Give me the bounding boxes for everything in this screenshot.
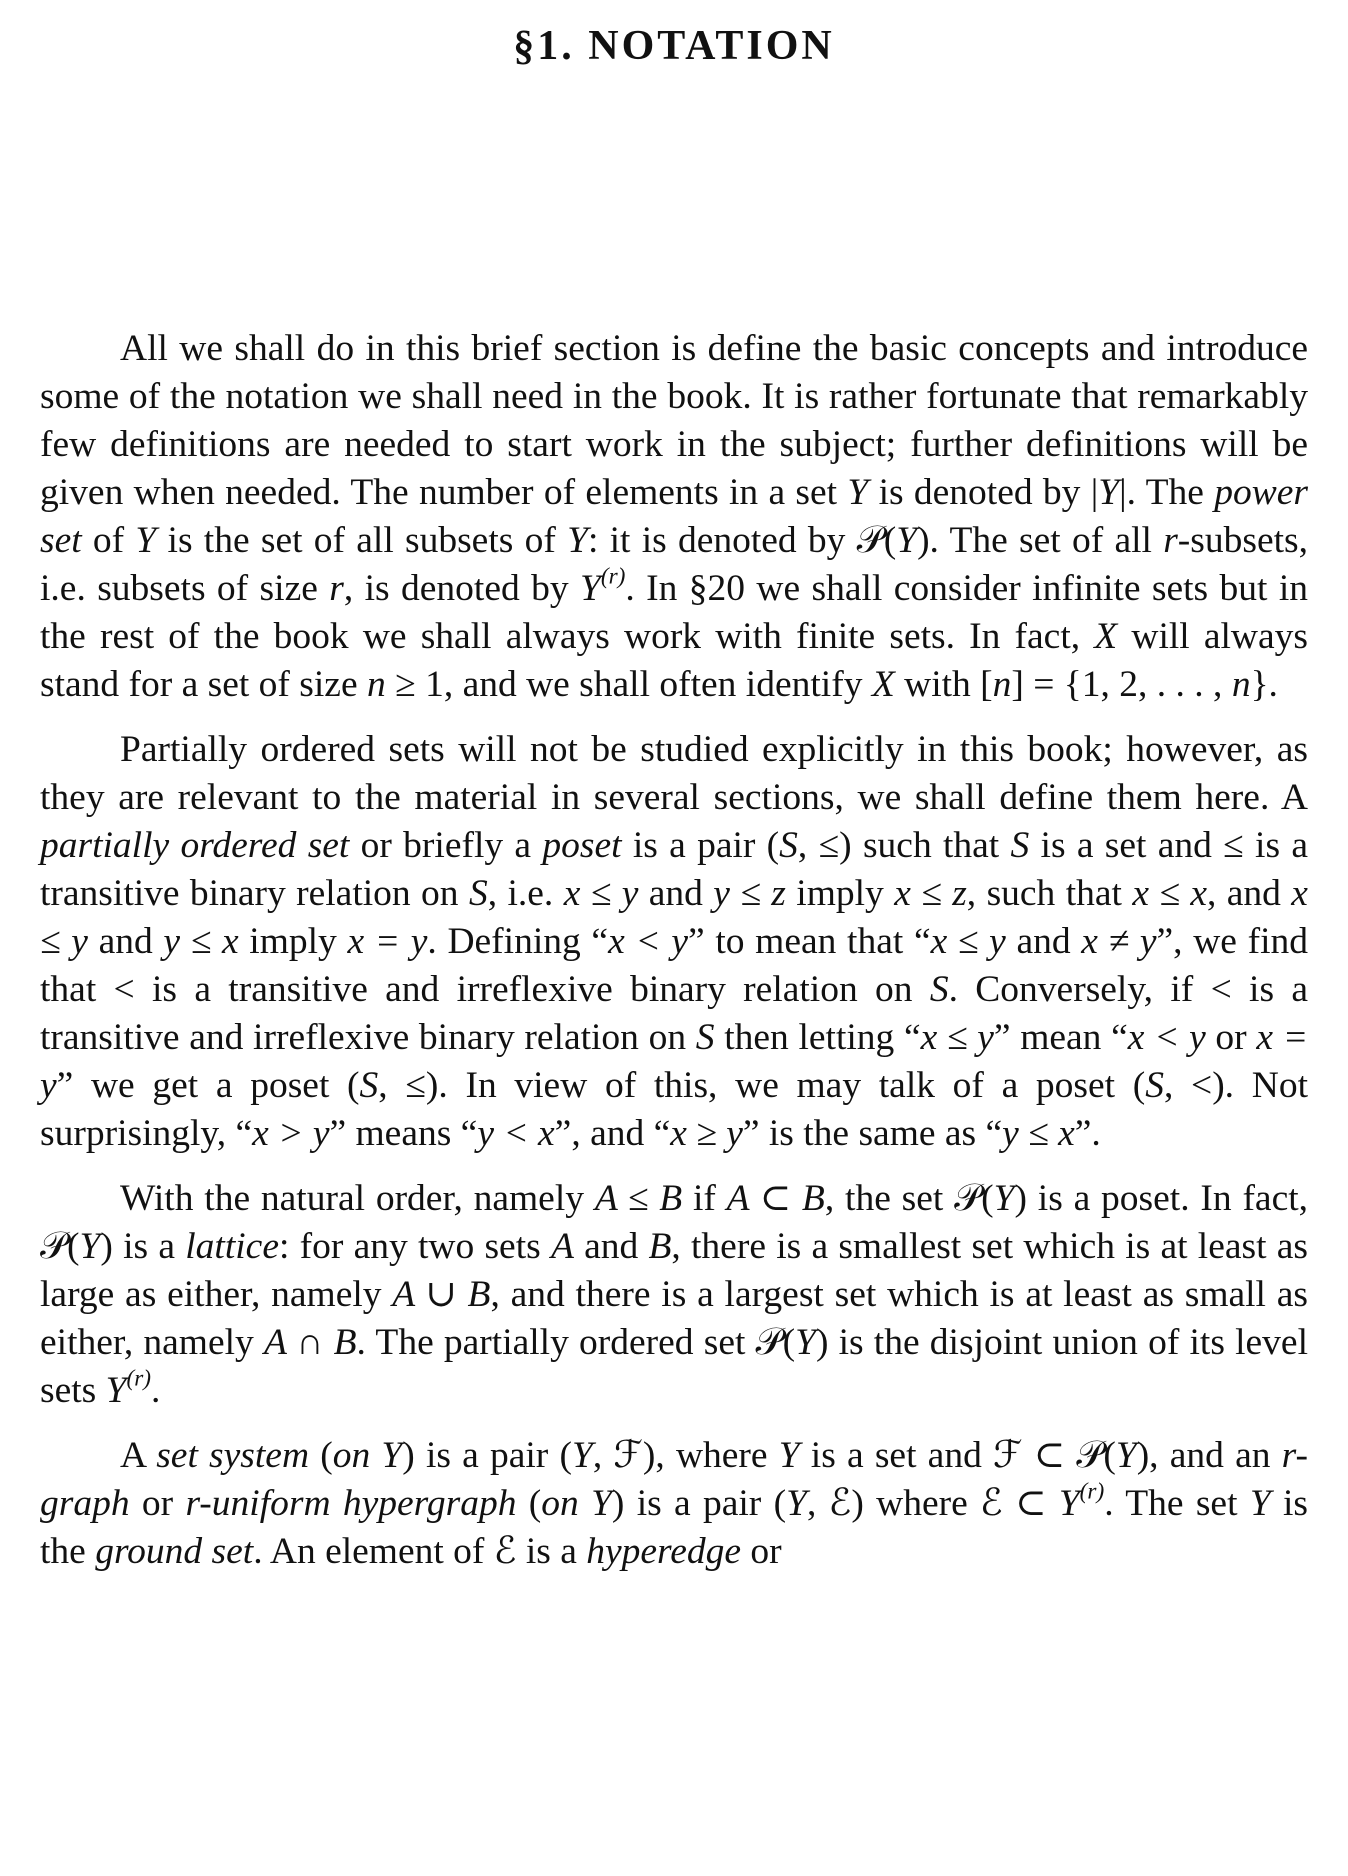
math-var: Y	[795, 1322, 816, 1363]
text-run: , there is a smallest set which is at least as large as either, namely	[40, 1226, 1308, 1315]
math-expr: y ≤ x	[1002, 1113, 1075, 1154]
defined-term: on	[332, 1435, 371, 1476]
math-expr: x ≥ y	[670, 1113, 743, 1154]
math-expr: x < y	[1127, 1017, 1206, 1058]
text-run: . The partially ordered set 𝒫(	[356, 1322, 796, 1363]
text-run: is a pair (	[621, 825, 780, 866]
text-run: if	[682, 1178, 727, 1219]
math-var: B	[648, 1226, 672, 1267]
text-run: ), and an	[1136, 1435, 1282, 1476]
text-run: and	[638, 873, 714, 914]
math-var: Y	[381, 1435, 403, 1476]
math-var: n	[1231, 664, 1251, 705]
math-expr: y < x	[477, 1113, 555, 1154]
text-run: will always stand for a set of size	[40, 616, 1308, 705]
math-var: X	[871, 664, 895, 705]
text-run: . Conversely, if < is a transitive and irreflexive binary relation on	[40, 969, 1309, 1058]
math-var: Y	[105, 1370, 127, 1411]
text-run: . The set	[1104, 1483, 1250, 1524]
math-expr: x = y	[347, 921, 428, 962]
text-run: , ≤) such that	[797, 825, 1011, 866]
section-body	[40, 325, 1308, 1593]
text-run: .	[151, 1370, 161, 1411]
text-run: imply	[238, 921, 348, 962]
defined-term: power set	[40, 472, 1308, 561]
text-run: ” mean “	[993, 1017, 1128, 1058]
math-var: Y	[896, 520, 918, 561]
text-run: All we shall do in this brief section is define the basic concepts and introduce some of the notation we shall need in the book. It is rather fortunate that remarkably few definitions are needed to start work in the subject; further definitions will be given when needed. The number of elements in a set	[40, 328, 1308, 513]
defined-term: r-uniform hypergraph	[185, 1483, 517, 1524]
text-run: or	[741, 1531, 782, 1572]
text-run: }.	[1250, 664, 1278, 705]
text-run: , ≤). In view of this, we may talk of a poset (	[378, 1065, 1146, 1106]
math-expr: A ∪ B	[392, 1274, 491, 1315]
text-run: . In §20 we shall consider infinite sets but in the rest of the book we shall always work with finite sets. In fact,	[40, 568, 1308, 657]
defined-term: on	[541, 1483, 579, 1524]
math-expr: A ≤ B	[594, 1178, 683, 1219]
defined-term: partially ordered set	[40, 825, 350, 866]
text-run: ” is the same as “	[742, 1113, 1003, 1154]
superscript: (r)	[600, 563, 626, 590]
math-var: Y	[993, 1178, 1015, 1219]
math-var: r	[1163, 520, 1178, 561]
text-run: , the set 𝒫(	[824, 1178, 994, 1219]
math-expr: x ≠ y	[1081, 921, 1157, 962]
text-run: ) is a poset. In fact, 𝒫(	[40, 1178, 1309, 1267]
text-run: and	[87, 921, 164, 962]
text-run: of	[81, 520, 136, 561]
text-run: , and there is a largest set which is at least as small as either, namely	[40, 1274, 1308, 1363]
text-run: ). The set of all	[917, 520, 1164, 561]
text-run: ” we get a poset (	[56, 1065, 360, 1106]
defined-term: ground set	[95, 1531, 254, 1572]
math-expr: x ≤ y	[920, 1017, 994, 1058]
text-run: ”.	[1074, 1113, 1101, 1154]
math-var: Y	[778, 1435, 800, 1476]
text-run: is a set and ≤ is a transitive binary relation on	[40, 825, 1309, 914]
text-run: With the natural order, namely	[120, 1178, 595, 1219]
text-run: (	[309, 1435, 333, 1476]
math-var: r	[329, 568, 344, 609]
text-run: , is denoted by	[343, 568, 580, 609]
math-expr: A ∩ B	[263, 1322, 357, 1363]
text-run: , ℱ), where	[592, 1435, 779, 1476]
text-run: ) is a pair (	[402, 1435, 572, 1476]
text-run: Partially ordered sets will not be studied explicitly in this book; however, as they are relevant to the material in several sections, we shall define them here. A	[40, 729, 1308, 818]
text-run	[579, 1483, 591, 1524]
math-expr: x < y	[608, 921, 689, 962]
math-var: S	[1010, 825, 1030, 866]
text-run: . An element of ℰ is a	[253, 1531, 587, 1572]
math-var: Y	[571, 1435, 593, 1476]
math-var: S	[779, 825, 798, 866]
math-var: Y	[1058, 1483, 1080, 1524]
text-run: , <). Not surprisingly, “	[40, 1065, 1308, 1154]
math-var: S	[929, 969, 949, 1010]
text-run: ” to mean that “	[688, 921, 931, 962]
text-run: with [	[894, 664, 993, 705]
math-expr: y ≤ x	[163, 921, 239, 962]
text-run: imply	[785, 873, 895, 914]
text-run: or	[1205, 1017, 1257, 1058]
text-run: ”, we find that < is a transitive and irreflexive binary relation on	[40, 921, 1309, 1010]
text-run: ” means “	[329, 1113, 478, 1154]
math-expr: x ≤ y	[563, 873, 639, 914]
math-var: S	[1145, 1065, 1164, 1106]
defined-term: lattice	[185, 1226, 279, 1267]
math-var: Y	[567, 520, 588, 561]
text-run: |. The	[1119, 472, 1215, 513]
math-var: S	[695, 1017, 715, 1058]
math-expr: x ≤ y	[930, 921, 1006, 962]
math-expr: x ≤ y	[40, 873, 1308, 962]
math-var: n	[992, 664, 1012, 705]
text-run: : it is denoted by 𝒫(	[587, 520, 897, 561]
text-run: then letting “	[714, 1017, 921, 1058]
text-run: . Defining “	[427, 921, 609, 962]
math-var: Y	[135, 520, 157, 561]
text-run	[370, 1435, 381, 1476]
defined-term: poset	[542, 825, 622, 866]
math-var: Y	[1098, 472, 1120, 513]
math-var: Y	[580, 568, 601, 609]
text-run: ] = {1, 2, . . . ,	[1011, 664, 1232, 705]
math-expr: y ≤ z	[713, 873, 786, 914]
book-page	[40, 0, 1308, 1876]
text-run: , i.e.	[487, 873, 564, 914]
math-var: Y	[591, 1483, 612, 1524]
text-run: : for any two sets	[278, 1226, 551, 1267]
text-run: ) is a	[100, 1226, 186, 1267]
superscript: (r)	[126, 1365, 152, 1392]
text-run: and	[573, 1226, 649, 1267]
math-var: n	[366, 664, 386, 705]
math-expr: x ≤ z	[894, 873, 967, 914]
math-var: Y	[847, 472, 869, 513]
math-var: X	[1094, 616, 1118, 657]
text-run: is the set of all subsets of	[156, 520, 568, 561]
paragraph-2	[40, 726, 1308, 1158]
text-run: , and	[1206, 873, 1292, 914]
math-expr: x = y	[40, 1017, 1308, 1106]
text-run: and	[1005, 921, 1082, 962]
paragraph-3	[40, 1175, 1308, 1415]
text-run: or	[129, 1483, 186, 1524]
text-run: A	[120, 1435, 157, 1476]
math-var: Y	[1249, 1483, 1271, 1524]
text-run: ) is the disjoint union of its level sets	[40, 1322, 1308, 1411]
math-var: A	[550, 1226, 574, 1267]
math-expr: x ≤ x	[1132, 873, 1207, 914]
section-heading: §1. NOTATION	[513, 23, 835, 69]
text-run: is a set and ℱ ⊂ 𝒫(	[799, 1435, 1116, 1476]
text-run: is denoted by |	[868, 472, 1099, 513]
math-var: S	[468, 873, 488, 914]
text-run: -subsets, i.e. subsets of size	[40, 520, 1308, 609]
math-var: Y	[786, 1483, 807, 1524]
text-run: , such that	[966, 873, 1133, 914]
superscript: (r)	[1079, 1478, 1105, 1505]
text-run: ) is a pair (	[611, 1483, 787, 1524]
defined-term: r-graph	[40, 1435, 1309, 1524]
defined-term: hyperedge	[586, 1531, 742, 1572]
text-run: , ℰ) where ℰ ⊂	[806, 1483, 1059, 1524]
math-var: Y	[79, 1226, 101, 1267]
text-run: (	[516, 1483, 542, 1524]
defined-term: set system	[156, 1435, 310, 1476]
math-var: Y	[1115, 1435, 1137, 1476]
math-var: S	[359, 1065, 379, 1106]
math-expr: A ⊂ B	[726, 1178, 825, 1219]
paragraph-1	[40, 325, 1308, 709]
text-run: ≥ 1, and we shall often identify	[385, 664, 872, 705]
text-run: ”, and “	[554, 1113, 671, 1154]
text-run: or briefly a	[349, 825, 543, 866]
paragraph-4	[40, 1432, 1308, 1576]
text-run: is the	[40, 1483, 1308, 1572]
math-expr: x > y	[252, 1113, 330, 1154]
